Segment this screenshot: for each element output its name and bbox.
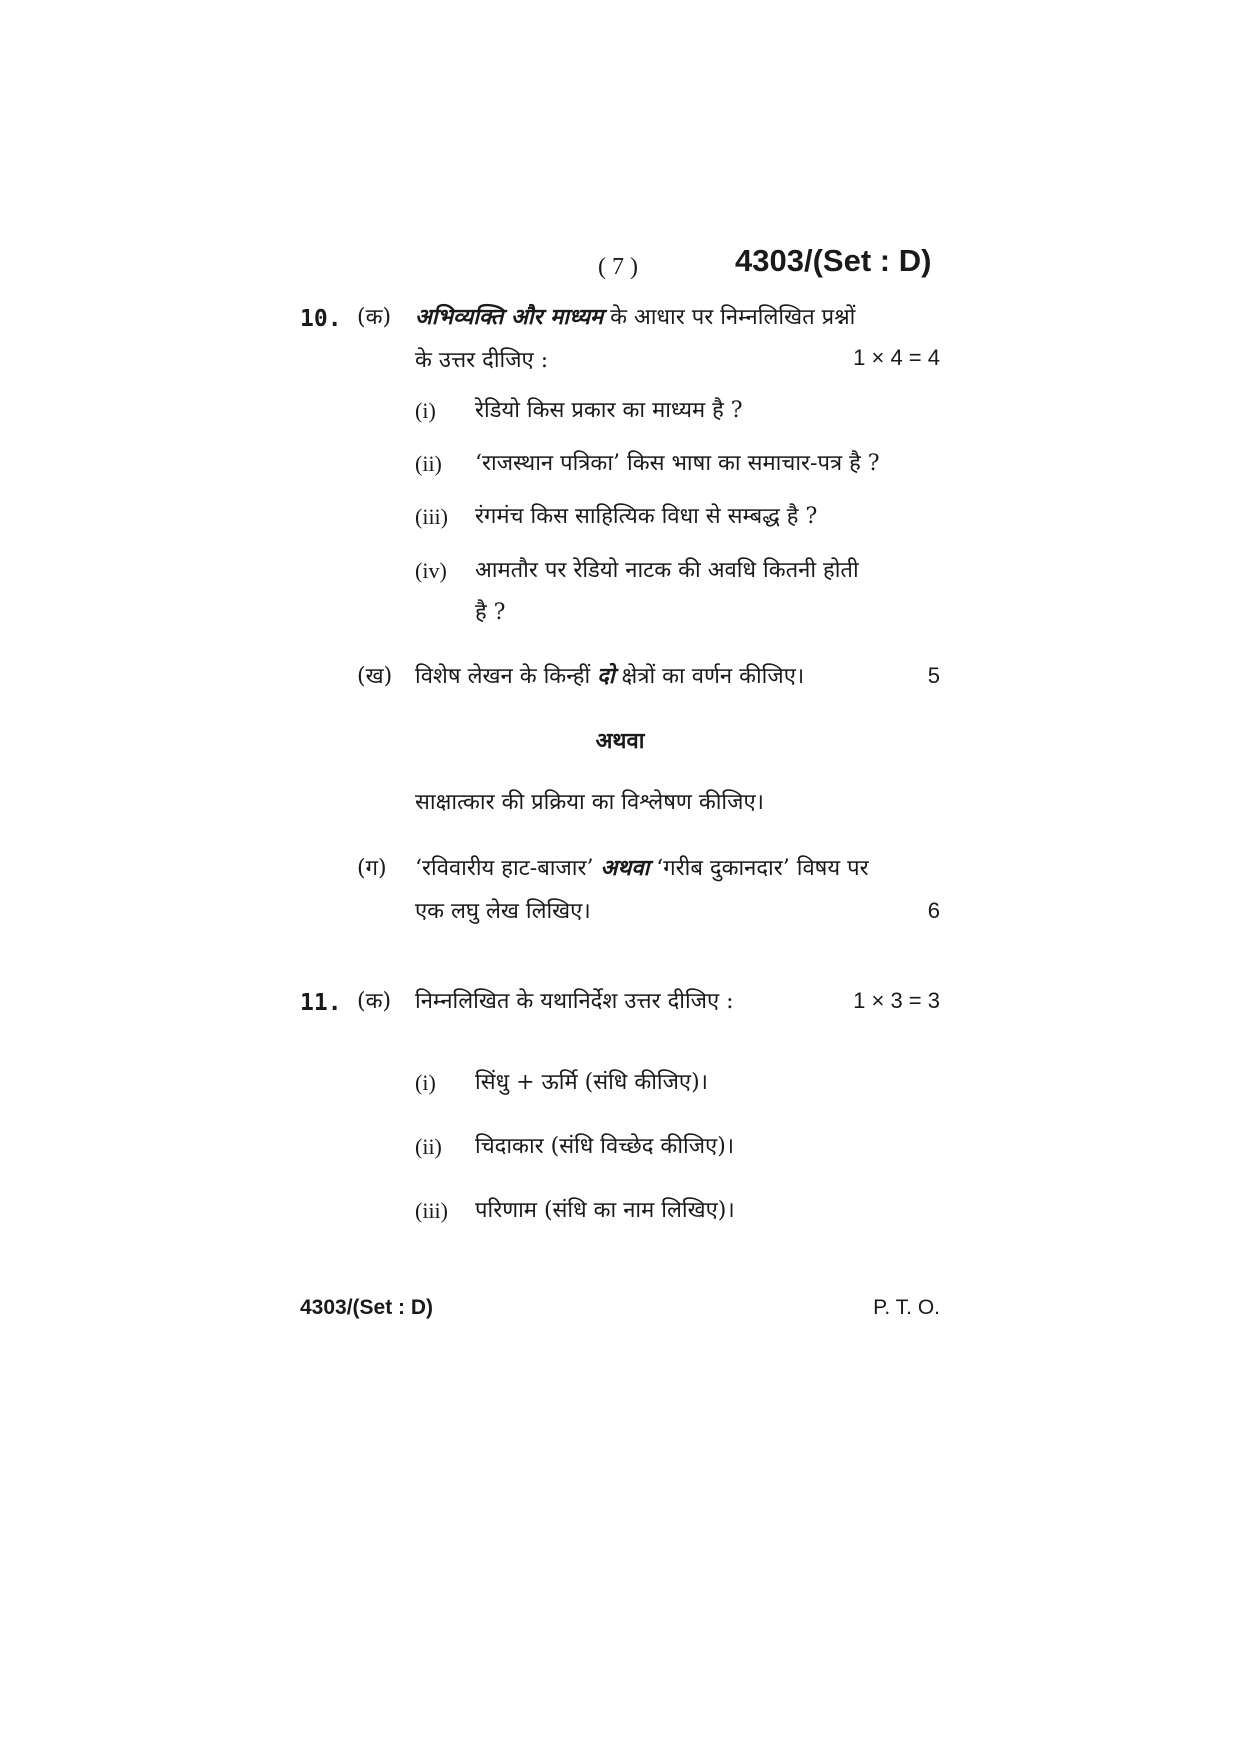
q10-ga-marks: 6 [927,898,940,923]
q10-ka-item-2-num: (ii) [415,451,442,476]
q11-ka-item-1: सिंधु + ऊर्मि (संधि कीजिए)। [475,1070,709,1095]
q10-ka-item-4-line1: आमतौर पर रेडियो नाटक की अवधि कितनी होती [475,558,859,583]
q10-ka-item-2: ‘राजस्थान पत्रिका’ किस भाषा का समाचार-पत्र है ? [475,451,880,476]
q10-ga-pre: ‘रविवारीय हाट-बाजार’ [415,856,601,881]
question-number-10: 10. [300,306,342,332]
q10-ga-line1 [415,852,869,882]
q10-ga-post: ‘गरीब दुकानदार’ विषय पर [649,856,869,881]
q10-ga-emphasis: अथवा [600,855,650,881]
or-divider: अथवा [595,728,645,754]
q10-kha-post: क्षेत्रों का वर्णन कीजिए। [614,664,805,689]
q10-ga-label: (ग) [357,856,387,881]
q11-ka-item-1-num: (i) [415,1070,436,1095]
question-number-11: 11. [300,990,342,1016]
q10-ka-label: (क) [357,305,392,330]
q10-ka-item-3-num: (iii) [415,504,448,529]
q10-ka-item-4-line2: है ? [475,600,506,625]
q10-kha-emphasis: दो [597,663,615,689]
q10-kha-marks: 5 [927,663,940,688]
q10-ka-item-1-num: (i) [415,398,436,423]
q10-kha-pre: विशेष लेखन के किन्हीं [415,664,598,689]
q10-kha-alternative: साक्षात्कार की प्रक्रिया का विश्लेषण कीजिए। [415,790,764,815]
q11-ka-item-2-num: (ii) [415,1134,442,1159]
q11-ka-text: निम्नलिखित के यथानिर्देश उत्तर दीजिए : [415,989,734,1014]
pto-label: P. T. O. [873,1296,940,1319]
q10-kha-label: (ख) [357,664,393,689]
q11-ka-item-3-num: (iii) [415,1198,448,1223]
page-number: ( 7 ) [598,254,638,280]
q11-ka-item-2: चिदाकार (संधि विच्छेद कीजिए)। [475,1134,735,1159]
q10-kha-text [415,660,804,690]
paper-code-header: 4303/(Set : D) [735,243,932,278]
q10-ka-marks: 1 × 4 = 4 [853,345,940,370]
q10-ka-item-1: रेडियो किस प्रकार का माध्यम है ? [475,398,743,423]
q10-ka-item-4-num: (iv) [415,558,447,583]
q10-ga-line2: एक लघु लेख लिखिए। [415,899,591,924]
paper-code-footer: 4303/(Set : D) [300,1296,434,1319]
q10-ka-item-3: रंगमंच किस साहित्यिक विधा से सम्बद्ध है ? [475,504,818,529]
q10-ka-rest: के आधार पर निम्नलिखित प्रश्नों [603,305,856,330]
q11-ka-item-3: परिणाम (संधि का नाम लिखिए)। [475,1198,735,1223]
q10-ka-line2: के उत्तर दीजिए : [415,348,549,373]
q10-ka-emphasis: अभिव्यक्ति और माध्यम [415,304,604,330]
q11-ka-marks: 1 × 3 = 3 [853,988,940,1013]
q11-ka-label: (क) [357,989,392,1014]
q10-ka-line1 [415,301,855,331]
